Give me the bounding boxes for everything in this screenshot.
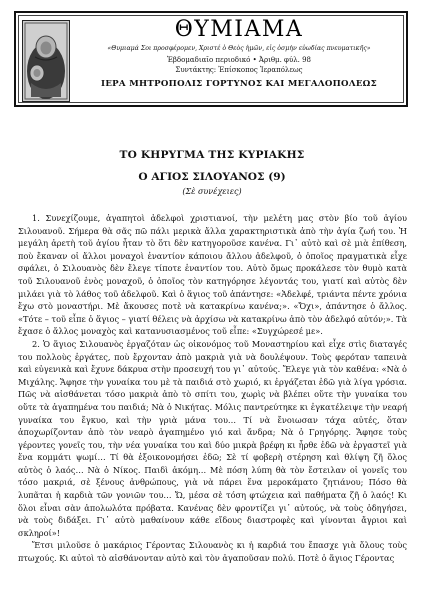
article-heading: ΤΟ ΚΗΡΥΓΜΑ ΤΗΣ ΚΥΡΙΑΚΗΣ (119, 149, 305, 161)
paragraph: Ἔτσι μιλοῦσε ὁ μακάριος Γέροντας Σιλουανὸς κι ἡ καρδιά του ἔπασχε γιὰ ὅλους τοὺς πτωχούς. Κι αὐτοὶ τὸ αἰσθάνονταν αὐτὸ καὶ τὸν ἀγαποῦσαν πολύ. Ποτὲ ὁ ἅγιος Γέροντας (18, 540, 407, 564)
issue-info: Ἑβδομαδιαῖο περιοδικό • Ἀριθμ. φύλ. 98 (166, 56, 312, 64)
masthead-text (74, 18, 404, 90)
masthead (14, 11, 408, 107)
article-body (18, 212, 407, 565)
virgin-mary-icon (23, 21, 69, 101)
metropolis-name: ΙΕΡΑ ΜΗΤΡΟΠΟΛΙΣ ΓΟΡΤΥΝΟΣ ΚΑΙ ΜΕΓΑΛΟΠΟΛΕΩΣ (101, 79, 377, 89)
article-subheading: Ο ΑΓΙΟΣ ΣΙΛΟΥΑΝΟΣ (9) (138, 171, 286, 183)
editor-info: Συντάκτης: Ἐπίσκοπος Ἱεραπόλεως (175, 66, 303, 74)
publication-motto: «Θυμιαμά Σοι προσφέρομεν, Χριστέ ὁ Θεὸς ἡμῶν, εἰς ὀσμὴν εὐωδίας πνευματικῆς» (107, 45, 371, 52)
paragraph: 2. Ὁ ἅγιος Σιλουανὸς ἐργαζόταν ὡς οἰκονόμος τοῦ Μοναστηρίου καὶ εἶχε στὶς διαταγές του πολλοὺς ἐργάτες, ποὺ ἔρχονταν ἀπὸ μακριὰ γιὰ νὰ δουλέψουν. Τοὺς φερόταν ταπεινὰ καὶ εὐγενικὰ καὶ ἔχυνε δάκρυα στὴν προσευχή του γι᾽ αὐτούς. Ἔλεγε γιὰ τὸν καθένα: «Νὰ ὁ Μιχάλης. Ἄφησε τὴν γυναίκα του μὲ τὰ παιδιά στὸ χωριό, κι ἐργάζεται ἐδῶ γιὰ λίγα γρόσια. Πῶς νὰ αἰσθάνεται τόσο μακριὰ ἀπὸ τὸ σπίτι του, χωρὶς νὰ βλέπει οὔτε τὴν γυναίκα του οὔτε τὰ ἀγαπημένα του παιδιά; Νὰ ὁ Νικήτας. Μόλις παντρεύτηκε κι ἐγκατέλειψε τὴν νεαρή γυναίκα του ἔγκυο, καὶ τὴν γριὰ μάνα του… Τί νὰ ἔνοιωσαν τάχα αὐτές, ὅταν ἀποχωρίζονταν ἀπὸ τὸν νεαρὸ ἀγαπημένο γιό καὶ ἄνδρα; Νὰ ὁ Γρηγόρης. Ἄφησε τοὺς γέροντες γονεῖς του, τὴν νέα γυναίκα του καὶ δύο μικρὰ βρέφη κι ἦρθε ἐδῶ νὰ ἐργαστεῖ γιὰ ἕνα κομμάτι ψωμί… Τί θὰ ἐξοικονομήσει ἐδῶ; Σὲ τί φοβερὴ στέρηση καὶ θλίψη ζῆ ὅλος αὐτὸς ὁ λαός… Νὰ ὁ Νίκος. Παιδὶ ἀκόμη… Μὲ πόση λύπη θὰ τὸν ἔστειλαν οἱ γονεῖς του τόσο μακριά, σὲ ξένους ἀνθρώπους, γιὰ νὰ πάρει ἕνα μεροκάματο ζητιάνου; Πόσο θὰ λυπᾶται ἡ καρδιὰ τῶν γονιῶν του… Ὤ, μέσα σὲ τόση φτώχεια καὶ παθήματα ζῆ ὁ λαός! Κι ὅλοι εἶναι σὰν ἀπολωλότα πρόβατα. Κανένας δὲν φροντίζει γι᾽ αὐτούς, νὰ τοὺς ὁδηγήσει, νὰ τοὺς διδάξει. Γι᾽ αὐτὸ μαθαίνουν κάθε εἴδους διαστροφὲς καὶ γίνονται ἄγριοι καὶ σκληροί»! (18, 338, 407, 538)
publication-title: ΘΥΜΙΑΜΑ (174, 17, 304, 42)
continuation-note: (Σὲ συνέχειες) (182, 187, 242, 196)
paragraph: 1. Συνεχίζουμε, ἀγαπητοὶ ἀδελφοὶ χριστιανοί, τὴν μελέτη μας στὸν βίο τοῦ ἁγίου Σιλουανοῦ. Σήμερα θὰ σᾶς πῶ πάλι μερικὰ ἄλλα χαρακτηριστικὰ ἀπὸ τὴν ἁγία ζωή του. Ἡ μεγάλη ἀρετὴ τοῦ ἁγίου ἦταν τὸ ὅτι δὲν κατηγοροῦσε κανένα. Γι᾽ αὐτὸ καὶ σὲ μιὰ ἐπίθεση, ποὺ ἔκαναν οἱ ἄλλοι μοναχοὶ ἐναντίον κάποιου ἄλλου ἀδελφοῦ, ὁ ὁποῖος πραγματικὰ εἶχε σφάλει, ὁ Σιλουανὸς δὲν ἔλεγε τίποτε ἐναντίον του. Αὐτὸ ὅμως προκάλεσε τὸν θυμὸ κατὰ τοῦ Σιλουανοῦ ἑνὸς μοναχοῦ, ὁ ὁποῖος τὸν κατηγόρησε λέγοντάς του, γιατί καὶ αὐτὸς δὲν μιλάει γιὰ τὸ λάθος τοῦ ἀδελφοῦ. Καὶ ὁ ἅγιος τοῦ ἀπάντησε: «Ἀδελφέ, τριάντα πέντε χρόνια ἔχω στὸ μοναστήρι. Μὲ ἄκουσες ποτὲ νὰ κατακρίνω κανένα;». «Ὄχι», ἀπάντησε ὁ ἄλλος. «Τότε – τοῦ εἶπε ὁ ἅγιος – γιατί θέλεις νὰ ἀρχίσω νὰ κατακρίνω ἀπὸ τὸν ἀδελφό αὐτόν;». Τὰ ἔχασε ὁ ἄλλος μοναχὸς καὶ κατανυσιασμένος τοῦ εἶπε: «Συγχώρεσέ με». (18, 213, 407, 337)
orthodox-icon (22, 20, 70, 102)
